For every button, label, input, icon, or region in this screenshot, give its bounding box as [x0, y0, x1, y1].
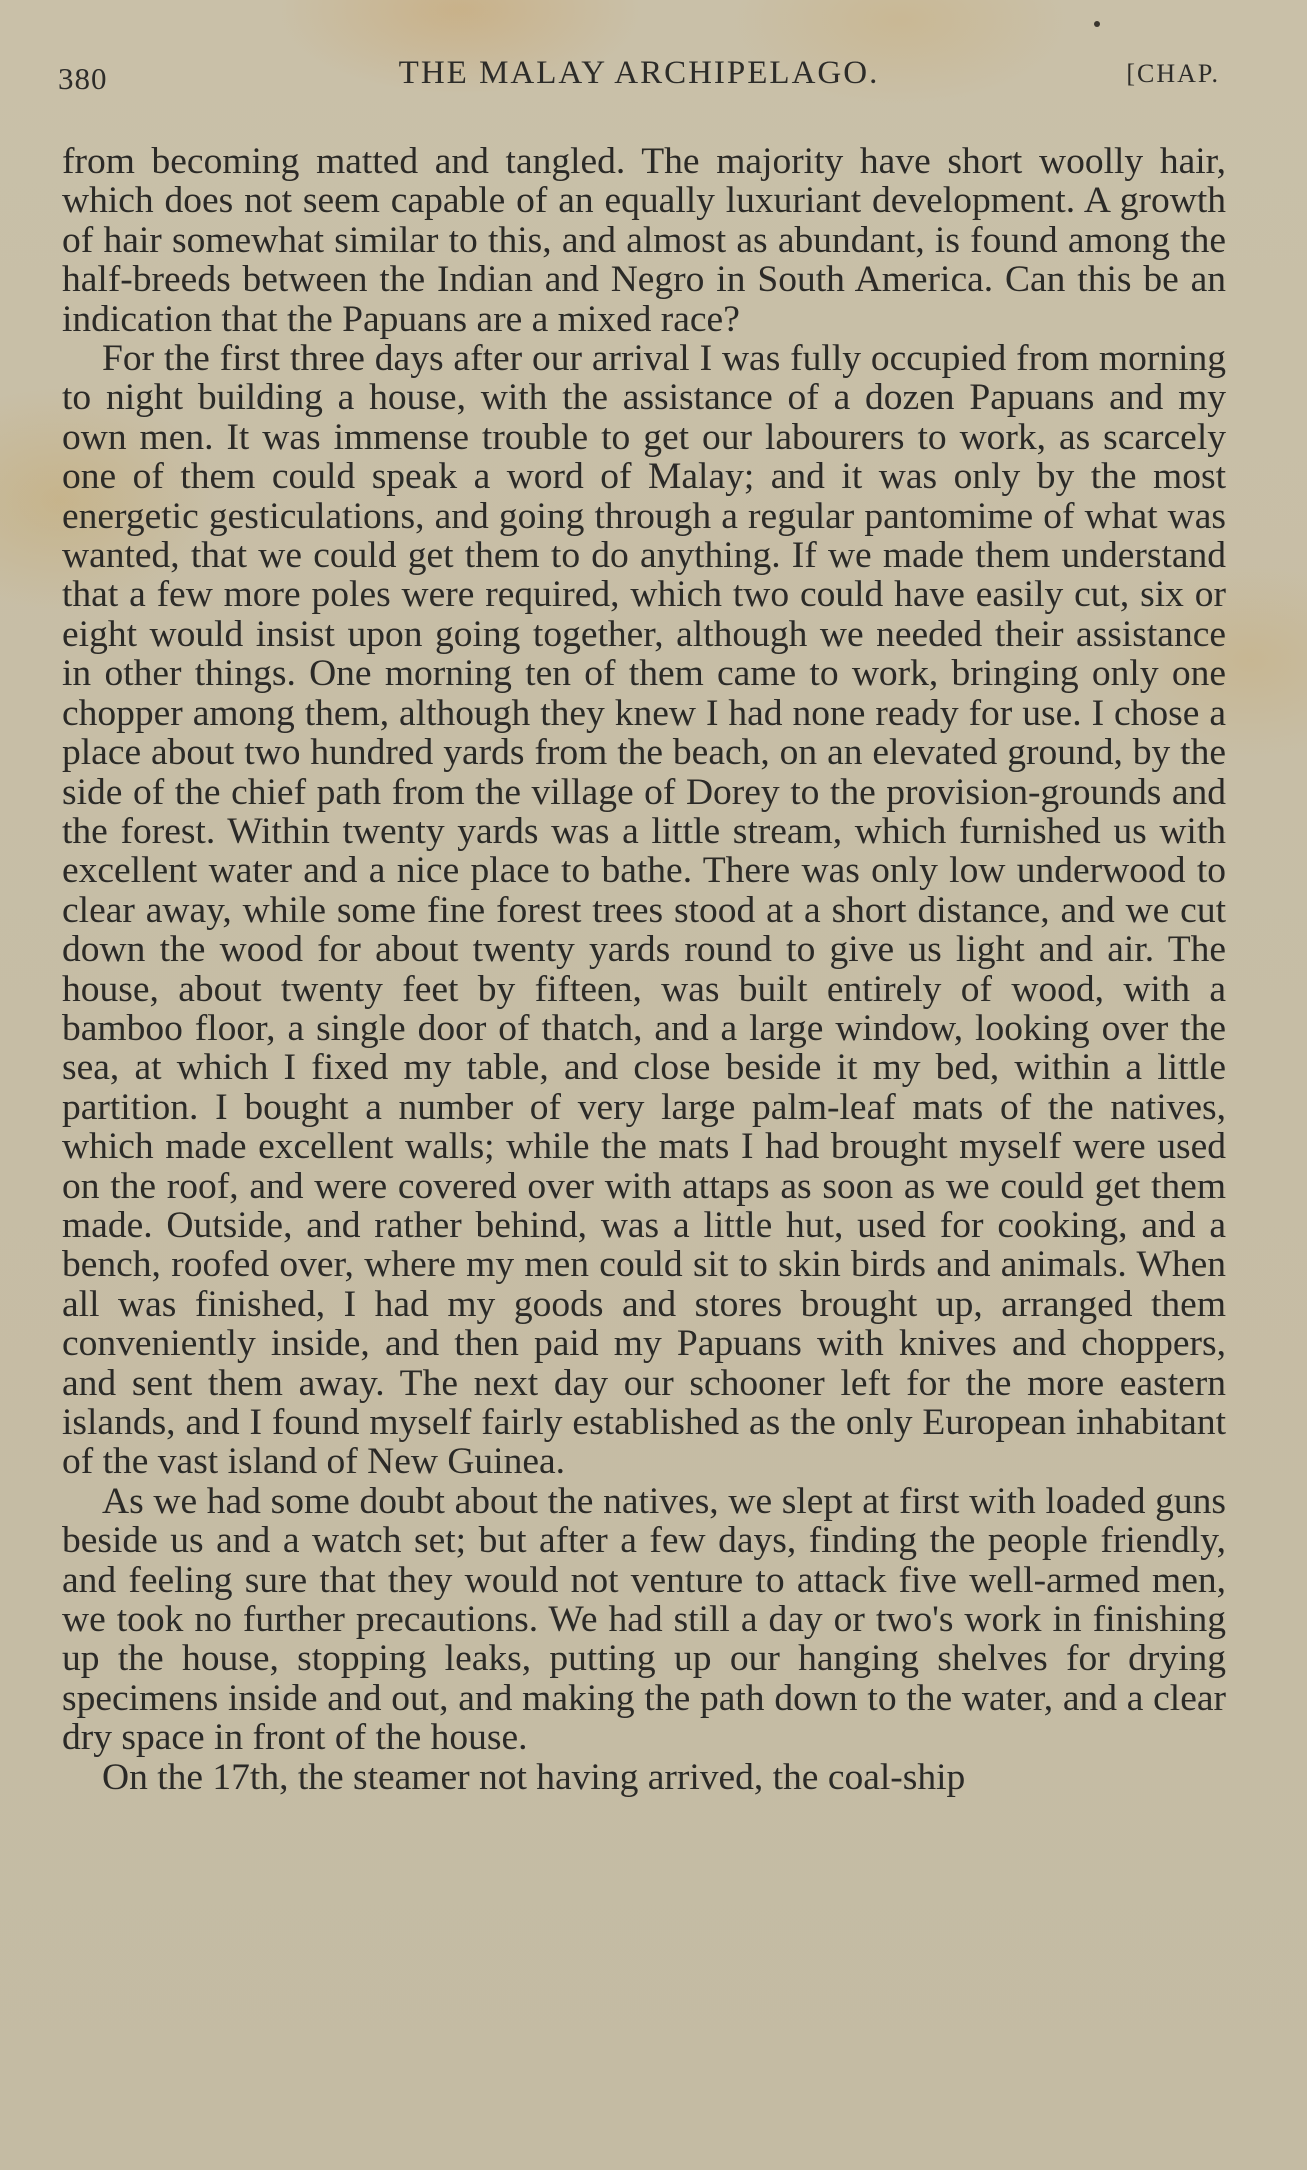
paragraph-precautions: As we had some doubt about the natives, we slept at first with loaded guns beside us and a watch set; but after a few days, finding the people friendly, and feeling sure that they would not venture to attack five well-armed men, we took no further precautions. We had still a day or two's work in finishing up the house, stopping leaks, putting up our hanging shelves for drying specimens inside and out, and making the path down to the water, and a clear dry space in front of the house. — [62, 1480, 1226, 1759]
ink-speck — [1094, 21, 1100, 27]
page-number: 380 — [58, 61, 108, 96]
paragraph-steamer: On the 17th, the steamer not having arrived, the coal-ship — [102, 1756, 966, 1798]
chapter-mark: [CHAP. — [1126, 59, 1220, 88]
running-title: THE MALAY ARCHIPELAGO. — [398, 55, 880, 91]
page-header — [58, 55, 1220, 105]
paragraph-continued: from becoming matted and tangled. The majority have short woolly hair, which does not seem capable of an equally luxuriant development. A growth of hair somewhat similar to this, and almost as abundant, is found among the half-breeds between the Indian and Negro in South America. Can this be an indication that the Papuans are a mixed race? — [62, 141, 1226, 340]
body-text — [62, 142, 1226, 1797]
paragraph-building-house: For the first three days after our arrival I was fully occupied from morning to night building a house, with the assistance of a dozen Papuans and my own men. It was immense trouble to get our labourers to work, as scarcely one of them could speak a word of Malay; and it was only by the most energetic gesticulations, and going through a regular pantomime of what was wanted, that we could get them to do anything. If we made them understand that a few more poles were required, which two could have easily cut, six or eight would insist upon going together, although we needed their assistance in other things. One morning ten of them came to work, bringing only one chopper among them, although they knew I had none ready for use. I chose a place about two hundred yards from the beach, on an elevated ground, by the side of the chief path from the village of Dorey to the provision-grounds and the forest. Within twenty yards was a little stream, which furnished us with excellent water and a nice place to bathe. There was only low underwood to clear away, while some fine forest trees stood at a short distance, and we cut down the wood for about twenty yards round to give us light and air. The house, about twenty feet by fifteen, was built entirely of wood, with a bamboo floor, a single door of thatch, and a large window, looking over the sea, at which I fixed my table, and close beside it my bed, within a little partition. I bought a number of very large palm-leaf mats of the natives, which made excellent walls; while the mats I had brought myself were used on the roof, and were covered over with attaps as soon as we could get them made. Outside, and rather behind, was a little hut, used for cooking, and a bench, roofed over, where my men could sit to skin birds and animals. When all was finished, I had my goods and stores brought up, arranged them conveniently inside, and then paid my Papuans with knives and choppers, and sent them away. The next day our schooner left for the more eastern islands, and I found myself fairly established as the only European inhabitant of the vast island of New Guinea. — [62, 338, 1226, 1483]
